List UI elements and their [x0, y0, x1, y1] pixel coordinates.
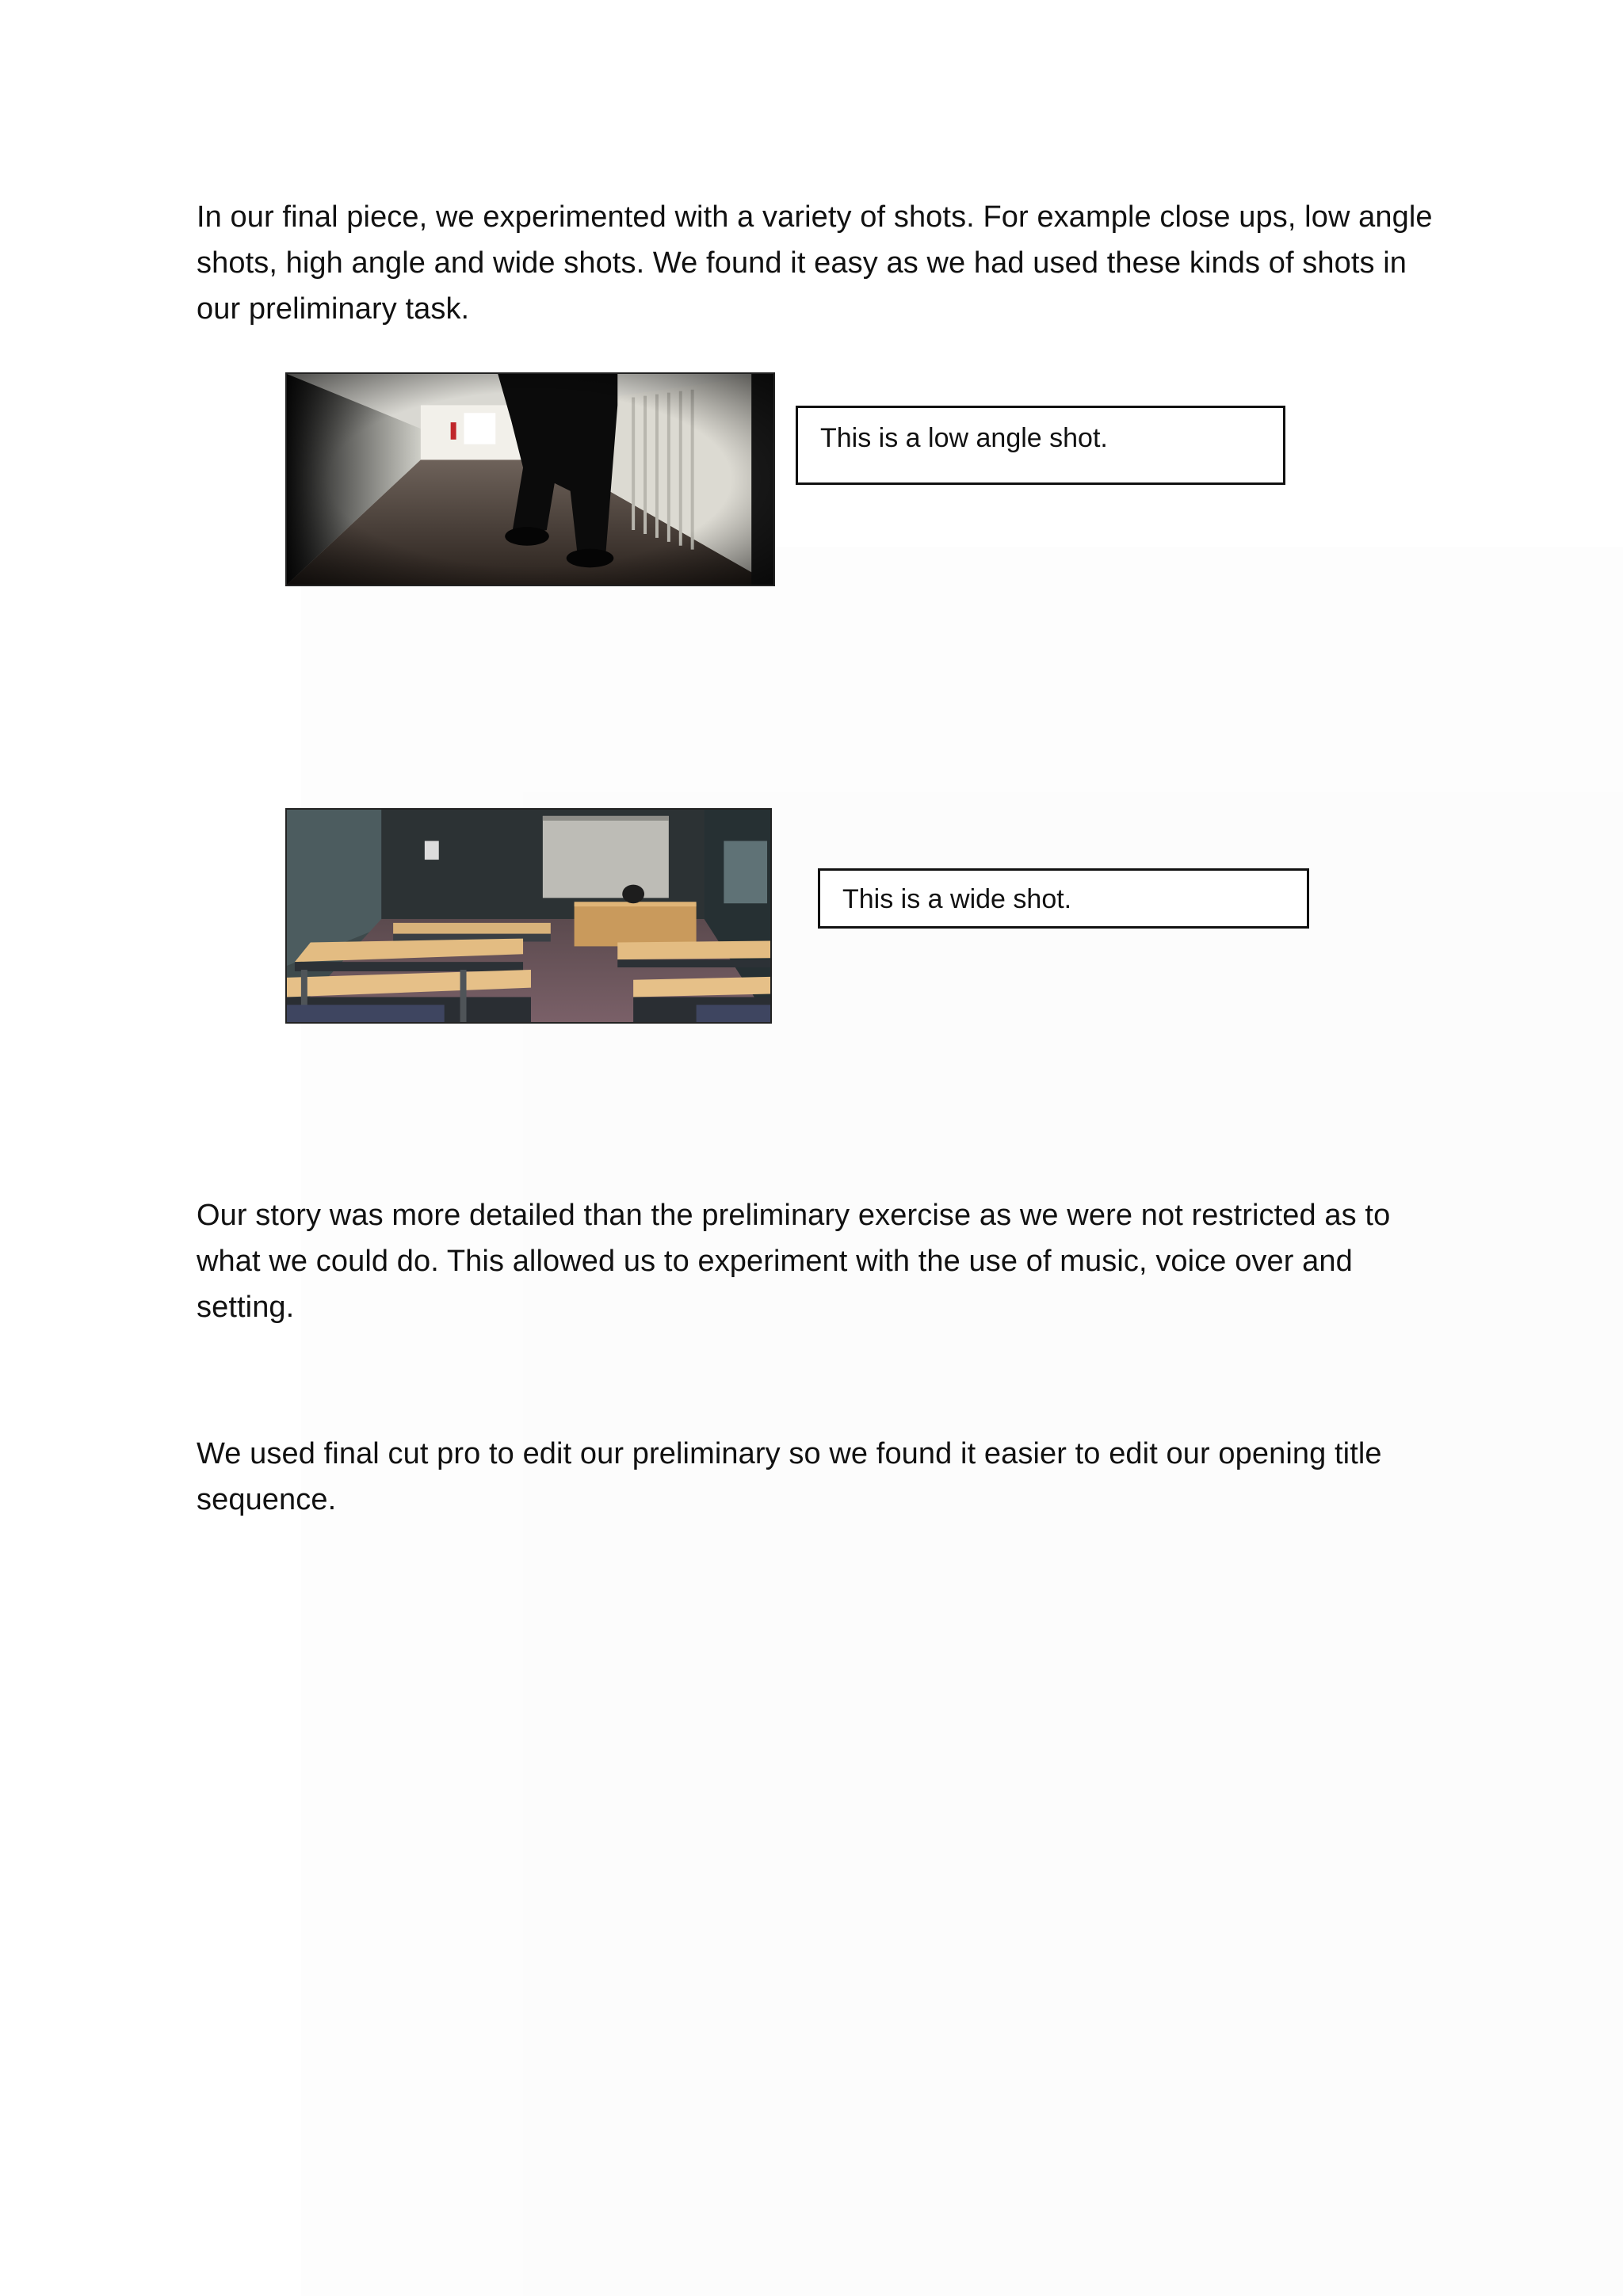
low-angle-caption-text: This is a low angle shot. [820, 423, 1108, 453]
intro-paragraph: In our final piece, we experimented with a variety of shots. For example close ups, low angle shots, high angle and wide shots. We found it easy as we had used these kinds of shots in our preliminary task. [197, 200, 1433, 326]
corridor-low-angle-photo [285, 372, 775, 586]
low-angle-caption-box [796, 406, 1285, 485]
editing-paragraph: We used final cut pro to edit our preliminary so we found it easier to edit our opening title sequence. [197, 1437, 1382, 1516]
story-paragraph: Our story was more detailed than the preliminary exercise as we were not restricted as to what we could do. This allowed us to experiment with the use of music, voice over and setting. [197, 1199, 1391, 1324]
classroom-wide-photo [285, 808, 772, 1024]
wide-shot-caption-text: This is a wide shot. [842, 884, 1072, 914]
wide-shot-caption-box [818, 868, 1309, 929]
